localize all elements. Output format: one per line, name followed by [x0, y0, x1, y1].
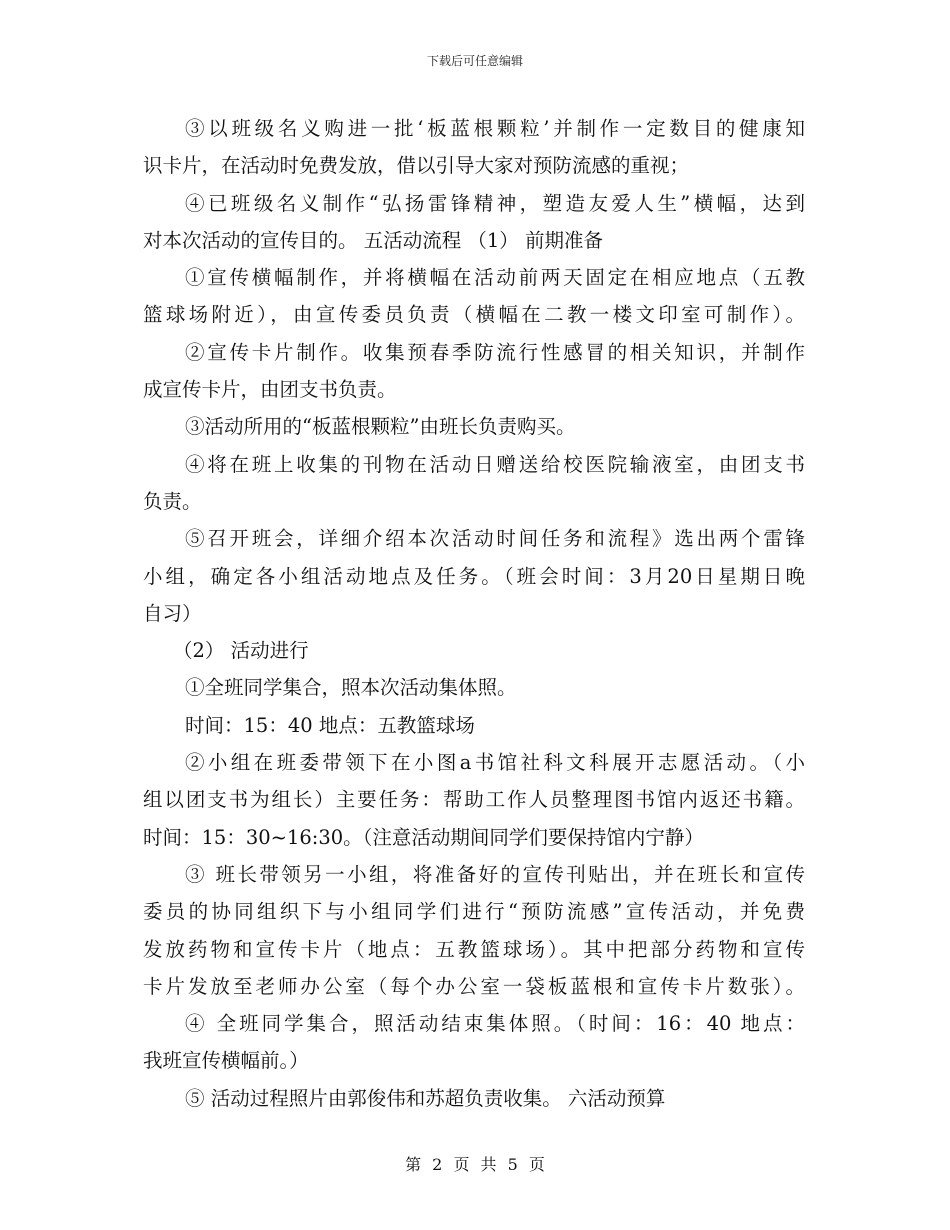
paragraph-line: ①全班同学集合，照本次活动集体照。 — [185, 676, 517, 700]
paragraph-line: ③ 班长带领另一小组，将准备好的宣传刊贴出，并在班长和宣传 — [185, 862, 805, 886]
paragraph-line: ④已班级名义制作“弘扬雷锋精神，塑造友爱人生”横幅，达到 — [185, 191, 805, 215]
page-number-footer: 第 2 页 共 5 页 — [405, 1155, 545, 1174]
paragraph-line: 篮球场附近），由宣传委员负责（横幅在二教一楼文印室可制作）。 — [143, 303, 805, 327]
paragraph-line: 自习） — [143, 601, 202, 625]
paragraph-line: ⑤ 活动过程照片由郭俊伟和苏超负责收集。 六活动预算 — [185, 1086, 666, 1110]
paragraph-line: 负责。 — [143, 489, 202, 513]
section-heading: （2） 活动进行 — [173, 639, 309, 663]
paragraph-line: ④ 全班同学集合，照活动结束集体照。（时间：16：40 地点： — [185, 1012, 805, 1036]
paragraph-line: 识卡片，在活动时免费发放，借以引导大家对预防流感的重视； — [143, 154, 690, 178]
paragraph-line: ④将在班上收集的刊物在活动日赠送给校医院输液室，由团支书 — [185, 452, 805, 476]
paragraph-line: 小组，确定各小组活动地点及任务。（班会时间：3月20日星期日晚 — [143, 564, 805, 588]
paragraph-line: ③以班级名义购进一批‘板蓝根颗粒’并制作一定数目的健康知 — [185, 117, 805, 140]
paragraph-line: 时间：15：30~16:30。（注意活动期间同学们要保持馆内宁静） — [143, 825, 704, 849]
paragraph-line: 时间：15：40 地点：五教篮球场 — [185, 713, 475, 737]
document-body — [143, 110, 805, 1117]
paragraph-line: 对本次活动的宣传目的。 五活动流程 （1） 前期准备 — [143, 228, 604, 252]
paragraph-line: ⑤召开班会，详细介绍本次活动时间任务和流程》选出两个雷锋 — [185, 527, 805, 551]
paragraph-line: ②小组在班委带领下在小图a书馆社科文科展开志愿活动。（小 — [185, 751, 805, 775]
paragraph-line: 成宣传卡片，由团支书负责。 — [143, 378, 397, 402]
paragraph-line: ②宣传卡片制作。收集预春季防流行性感冒的相关知识，并制作 — [185, 340, 805, 364]
paragraph-line: 我班宣传横幅前。） — [143, 1049, 309, 1073]
paragraph-line: ③活动所用的“板蓝根颗粒”由班长负责购买。 — [185, 415, 576, 439]
paragraph-line: ①宣传横幅制作，并将横幅在活动前两天固定在相应地点（五教 — [185, 266, 805, 290]
paragraph-line: 卡片发放至老师办公室（每个办公室一袋板蓝根和宣传卡片数张）。 — [143, 974, 805, 998]
page-header: 下载后可任意编辑 — [426, 54, 523, 68]
paragraph-line: 委员的协同组织下与小组同学们进行“预防流感”宣传活动，并免费 — [143, 900, 805, 924]
paragraph-line: 发放药物和宣传卡片（地点：五教篮球场）。其中把部分药物和宣传 — [143, 937, 805, 961]
paragraph-line: 组以团支书为组长）主要任务：帮助工作人员整理图书馆内返还书籍。 — [143, 788, 805, 812]
